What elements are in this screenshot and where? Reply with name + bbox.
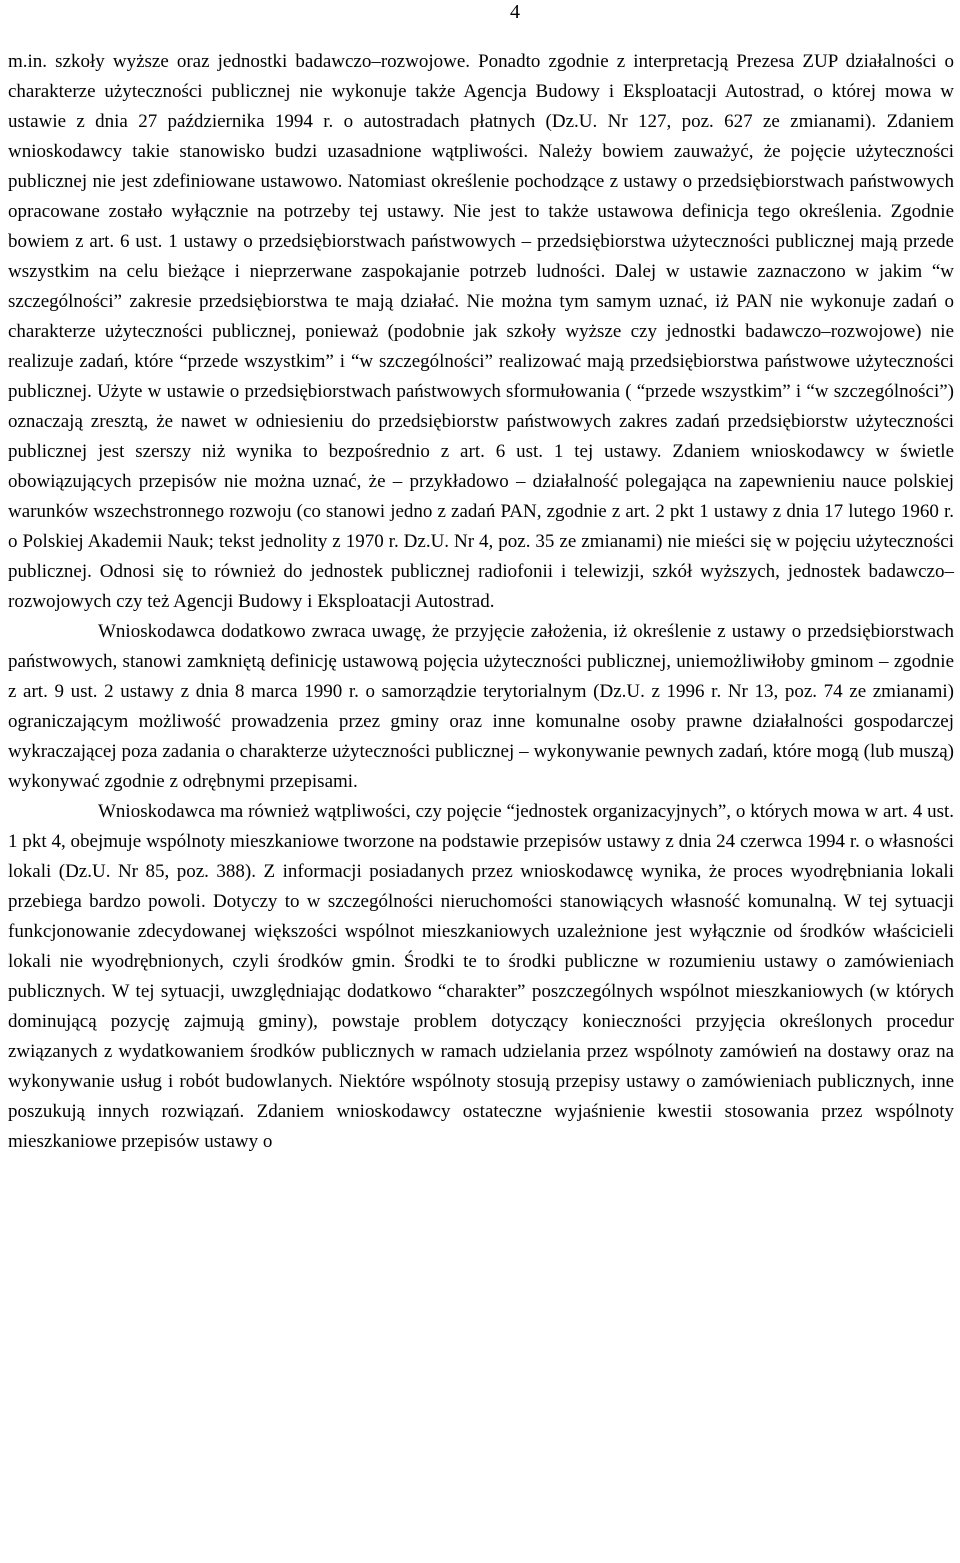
page-number: 4 — [510, 1, 520, 23]
body-text — [8, 47, 954, 1157]
paragraph-2: Wnioskodawca dodatkowo zwraca uwagę, że przyjęcie założenia, iż określenie z ustawy o przedsiębiorstwach państwowych, stanowi zamkniętą definicję ustawową pojęcia użyteczności publicznej, uniemożliwiłoby gminom – zgodnie z art. 9 ust. 2 ustawy z dnia 8 marca 1990 r. o samorządzie terytorialnym (Dz.U. z 1996 r. Nr 13, poz. 74 ze zmianami) ograniczającym możliwość prowadzenia przez gminy oraz inne komunalne osoby prawne działalności gospodarczej wykraczającej poza zadania o charakterze użyteczności publicznej – wykonywanie pewnych zadań, które mogą (lub muszą) wykonywać zgodnie z odrębnymi przepisami. — [8, 621, 954, 792]
paragraph-1: m.in. szkoły wyższe oraz jednostki badawczo–rozwojowe. Ponadto zgodnie z interpretacją Prezesa ZUP działalności o charakterze użyteczności publicznej nie wykonuje także Agencja Budowy i Eksploatacji Autostrad, o której mowa w ustawie z dnia 27 października 1994 r. o autostradach płatnych (Dz.U. Nr 127, poz. 627 ze zmianami). Zdaniem wnioskodawcy takie stanowisko budzi uzasadnione wątpliwości. Należy bowiem zauważyć, że pojęcie użyteczności publicznej nie jest zdefiniowane ustawowo. Natomiast określenie pochodzące z ustawy o przedsiębiorstwach państwowych opracowane zostało wyłącznie na potrzeby tej ustawy. Nie jest to także ustawowa definicja tego określenia. Zgodnie bowiem z art. 6 ust. 1 ustawy o przedsiębiorstwach państwowych – przedsiębiorstwa użyteczności publicznej mają przede wszystkim na celu bieżące i nieprzerwane zaspokajanie potrzeb ludności. Dalej w ustawie zaznaczono w jakim “w szczególności” zakresie przedsiębiorstwa te mają działać. Nie można tym samym uznać, iż PAN nie wykonuje zadań o charakterze użyteczności publicznej, ponieważ (podobnie jak szkoły wyższe czy jednostki badawczo–rozwojowe) nie realizuje zadań, które “przede wszystkim” i “w szczególności” realizować mają przedsiębiorstwa państwowe użyteczności publicznej. Użyte w ustawie o przedsiębiorstwach państwowych sformułowania ( “przede wszystkim” i “w szczególności”) oznaczają zresztą, że nawet w odniesieniu do przedsiębiorstw państwowych zakres zadań przedsiębiorstw użyteczności publicznej jest szerszy niż wynika to bezpośrednio z art. 6 ust. 1 tej ustawy. Zdaniem wnioskodawcy w świetle obowiązujących przepisów nie można uznać, że – przykładowo – działalność polegająca na zapewnieniu nauce polskiej warunków wszechstronnego rozwoju (co stanowi jedno z zadań PAN, zgodnie z art. 2 pkt 1 ustawy z dnia 17 lutego 1960 r. o Polskiej Akademii Nauk; tekst jednolity z 1970 r. Dz.U. Nr 4, poz. 35 ze zmianami) nie mieści się w pojęciu użyteczności publicznej. Odnosi się to również do jednostek publicznej radiofonii i telewizji, szkół wyższych, jednostek badawczo–rozwojowych czy też Agencji Budowy i Eksploatacji Autostrad. — [8, 51, 954, 612]
paragraph-3: Wnioskodawca ma również wątpliwości, czy pojęcie “jednostek organizacyjnych”, o których mowa w art. 4 ust. 1 pkt 4, obejmuje wspólnoty mieszkaniowe tworzone na podstawie przepisów ustawy z dnia 24 czerwca 1994 r. o własności lokali (Dz.U. Nr 85, poz. 388). Z informacji posiadanych przez wnioskodawcę wynika, że proces wyodrębniania lokali przebiega bardzo powoli. Dotyczy to w szczególności nieruchomości stanowiących własność komunalną. W tej sytuacji funkcjonowanie zdecydowanej większości wspólnot mieszkaniowych uzależnione jest wyłącznie od środków właścicieli lokali nie wyodrębnionych, czyli środków gmin. Środki te to środki publiczne w rozumieniu ustawy o zamówieniach publicznych. W tej sytuacji, uwzględniając dodatkowo “charakter” poszczególnych wspólnot mieszkaniowych (w których dominującą pozycję zajmują gminy), powstaje problem dotyczący konieczności przyjęcia określonych procedur związanych z wydatkowaniem środków publicznych w ramach udzielania przez wspólnoty zamówień na dostawy oraz na wykonywanie usług i robót budowlanych. Niektóre wspólnoty stosują przepisy ustawy o zamówieniach publicznych, inne poszukują innych rozwiązań. Zdaniem wnioskodawcy ostateczne wyjaśnienie kwestii stosowania przez wspólnoty mieszkaniowe przepisów ustawy o — [8, 801, 954, 1152]
